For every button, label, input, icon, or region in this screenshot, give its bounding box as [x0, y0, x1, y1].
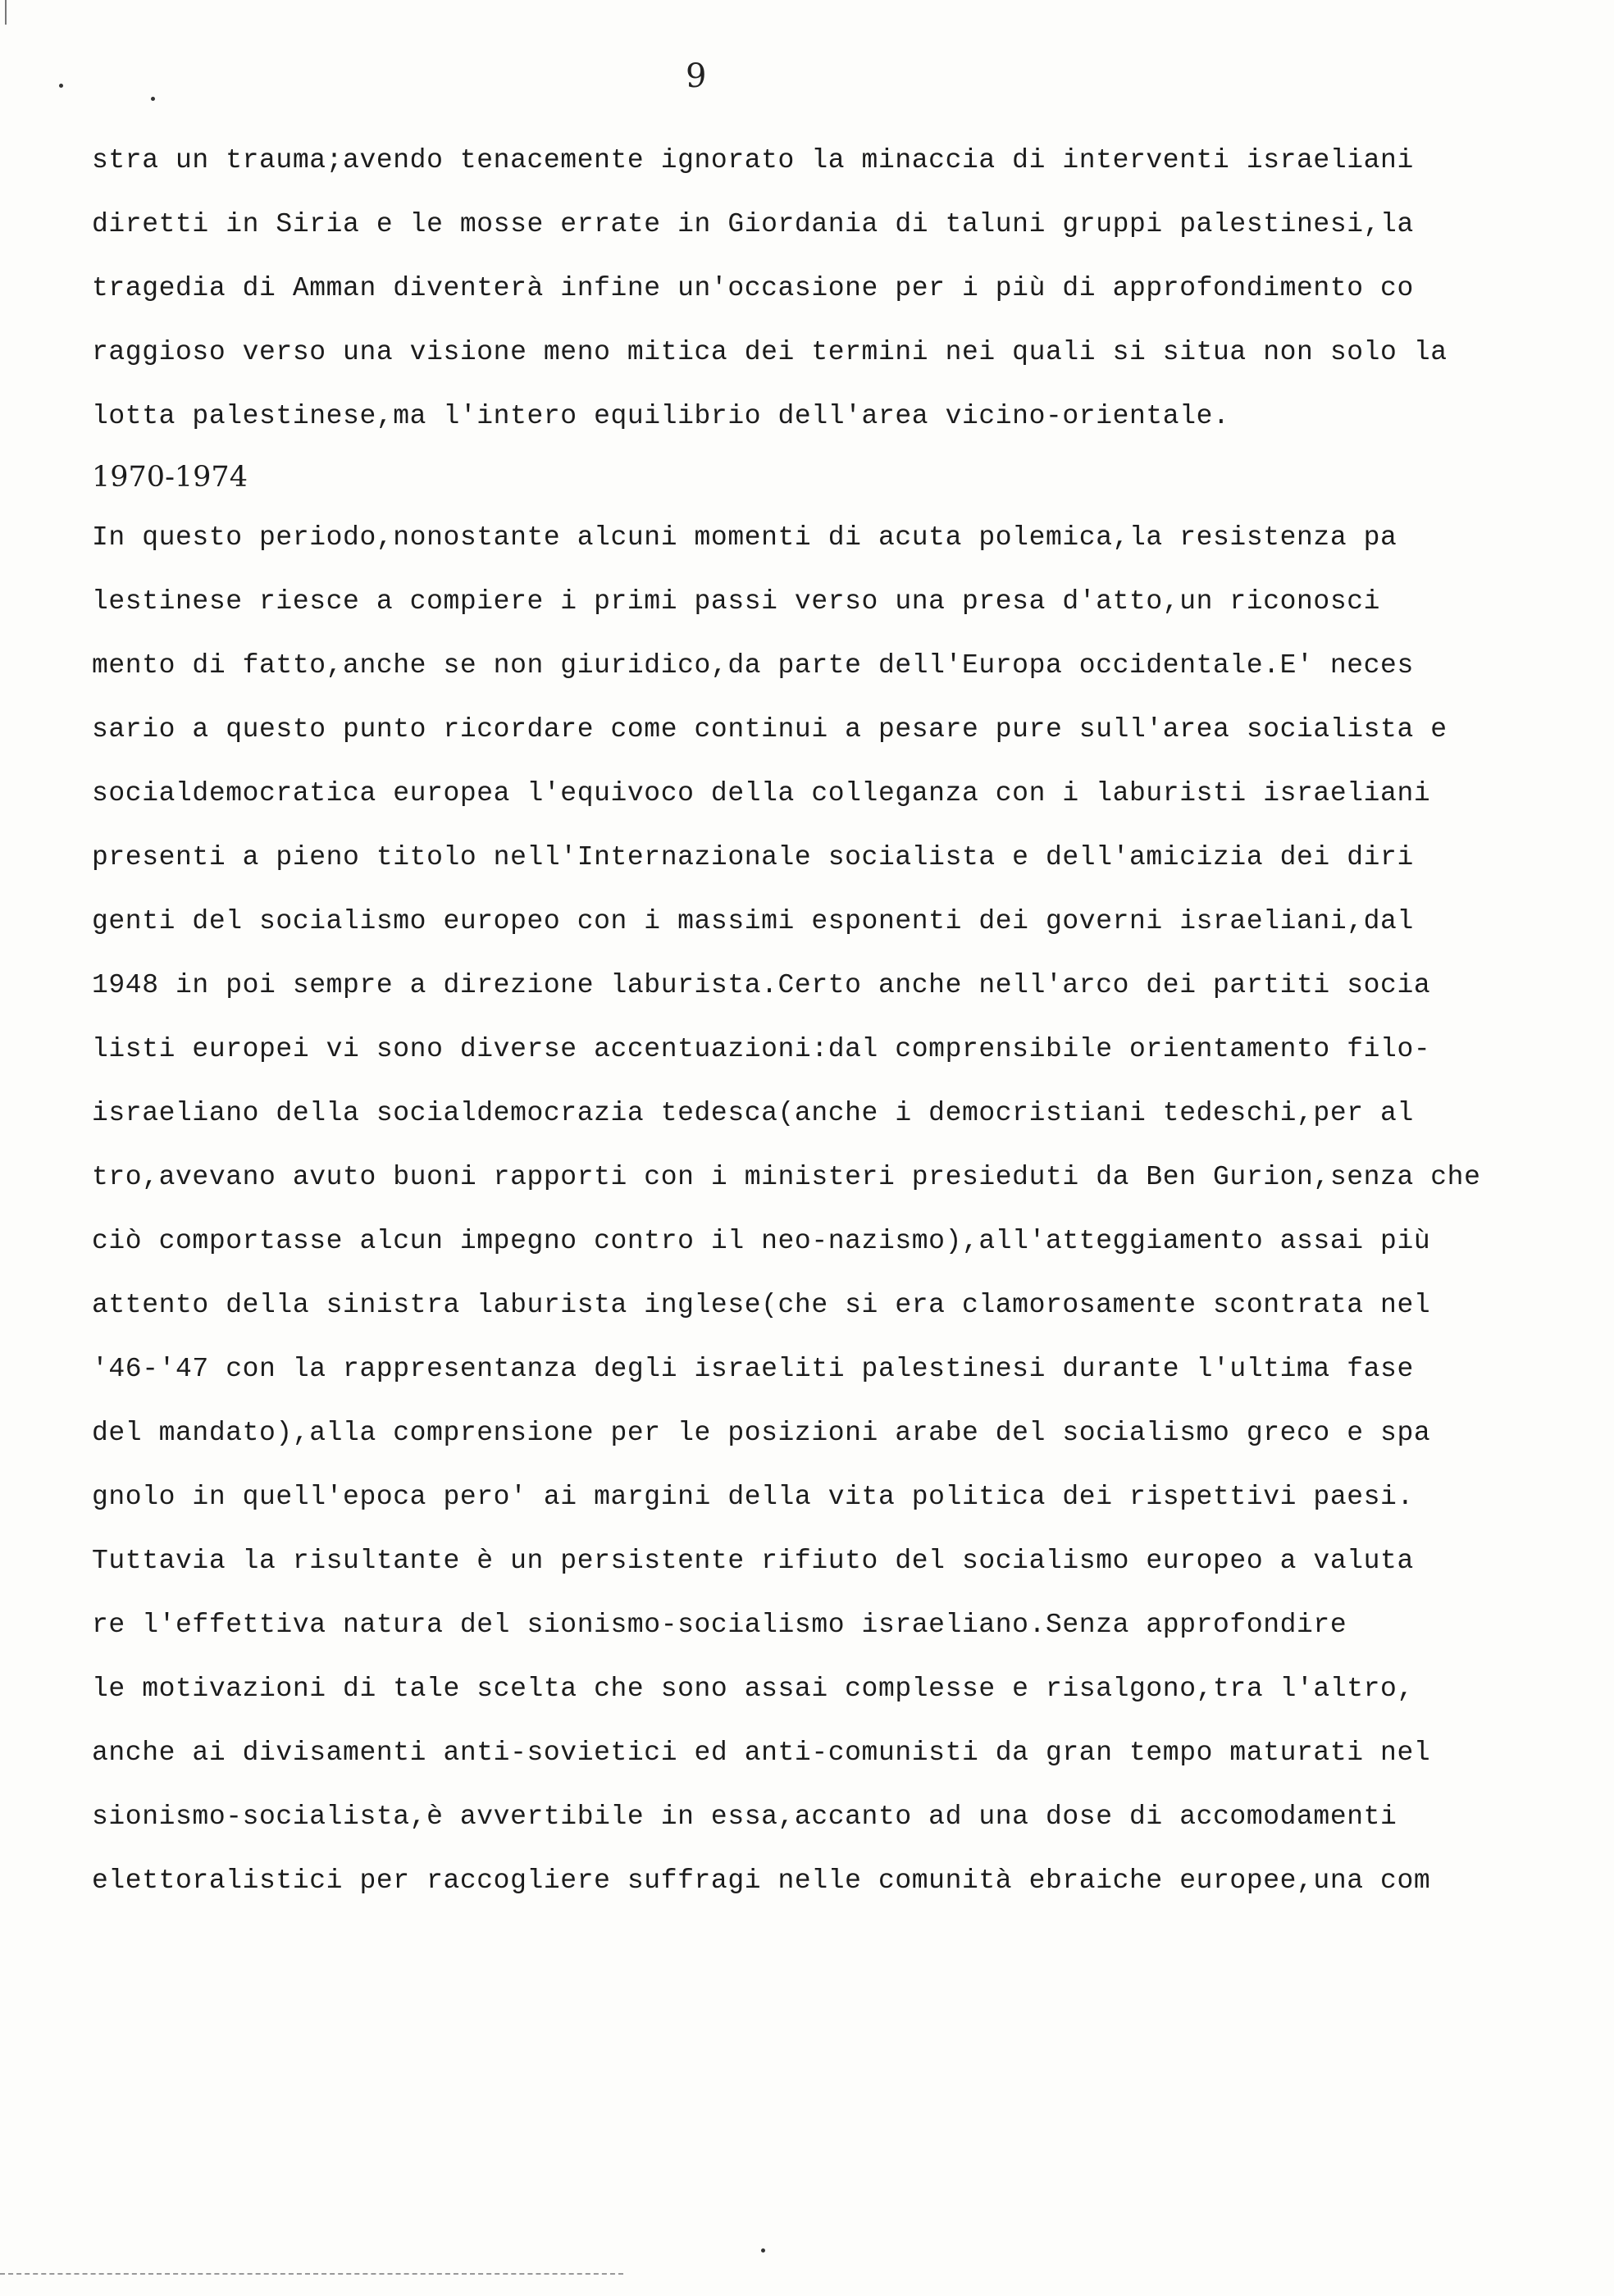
text-line: socialdemocratica europea l'equivoco della colleganza con i laburisti israeliani: [92, 778, 1431, 809]
text-line: 1948 in poi sempre a direzione laburista.Certo anche nell'arco dei partiti socia: [92, 970, 1431, 1000]
text-line: stra un trauma;avendo tenacemente ignorato la minaccia di interventi israeliani: [92, 145, 1414, 175]
scan-bottom-rule: [0, 2273, 623, 2276]
text-line: diretti in Siria e le mosse errate in Giordania di taluni gruppi palestinesi,la: [92, 209, 1414, 239]
text-line: In questo periodo,nonostante alcuni momenti di acuta polemica,la resistenza pa: [92, 522, 1397, 553]
text-line: lestinese riesce a compiere i primi passi verso una presa d'atto,un riconosci: [92, 586, 1381, 617]
text-line: sionismo-socialista,è avvertibile in essa,accanto ad una dose di accomodamenti: [92, 1802, 1397, 1832]
text-line: tragedia di Amman diventerà infine un'occasione per i più di approfondimento co: [92, 273, 1414, 303]
text-line: presenti a pieno titolo nell'Internazionale socialista e dell'amicizia dei diri: [92, 842, 1414, 872]
text-line: genti del socialismo europeo con i massimi esponenti dei governi israeliani,dal: [92, 906, 1414, 936]
text-line: '46-'47 con la rappresentanza degli israeliti palestinesi durante l'ultima fase: [92, 1354, 1414, 1384]
text-line: del mandato),alla comprensione per le posizioni arabe del socialismo greco e spa: [92, 1418, 1431, 1448]
text-line: raggioso verso una visione meno mitica dei termini nei quali si situa non solo la: [92, 337, 1448, 367]
text-line: re l'effettiva natura del sionismo-socialismo israeliano.Senza approfondire: [92, 1610, 1347, 1640]
text-line: tro,avevano avuto buoni rapporti con i ministeri presieduti da Ben Gurion,senza che: [92, 1162, 1481, 1192]
text-line: gnolo in quell'epoca pero' ai margini della vita politica dei rispettivi paesi.: [92, 1482, 1414, 1512]
text-line: elettoralistici per raccogliere suffragi nelle comunità ebraiche europee,una com: [92, 1866, 1431, 1896]
stray-dot: [761, 2248, 765, 2253]
text-line: attento della sinistra laburista inglese(che si era clamorosamente scontrata nel: [92, 1290, 1431, 1320]
text-line: ciò comportasse alcun impegno contro il neo-nazismo),all'atteggiamento assai più: [92, 1226, 1431, 1256]
text-line: le motivazioni di tale scelta che sono assai complesse e risalgono,tra l'altro,: [92, 1674, 1414, 1704]
text-line: lotta palestinese,ma l'intero equilibrio dell'area vicino-orientale.: [92, 401, 1230, 431]
text-line: anche ai divisamenti anti-sovietici ed anti-comunisti da gran tempo maturati nel: [92, 1738, 1431, 1768]
text-line: listi europei vi sono diverse accentuazioni:dal comprensibile orientamento filo-: [92, 1034, 1431, 1064]
page-number: 9: [686, 57, 707, 95]
scan-edge-mark: [5, 0, 7, 25]
text-line: sario a questo punto ricordare come continui a pesare pure sull'area socialista e: [92, 714, 1448, 745]
section-heading: 1970-1974: [92, 461, 248, 494]
text-line: israeliano della socialdemocrazia tedesca(anche i democristiani tedeschi,per al: [92, 1098, 1414, 1128]
stray-dot: [59, 84, 63, 88]
typed-text-body: [92, 138, 1527, 1922]
text-line: mento di fatto,anche se non giuridico,da parte dell'Europa occidentale.E' neces: [92, 650, 1414, 681]
stray-dot: [151, 97, 155, 101]
text-line: Tuttavia la risultante è un persistente rifiuto del socialismo europeo a valuta: [92, 1546, 1414, 1576]
